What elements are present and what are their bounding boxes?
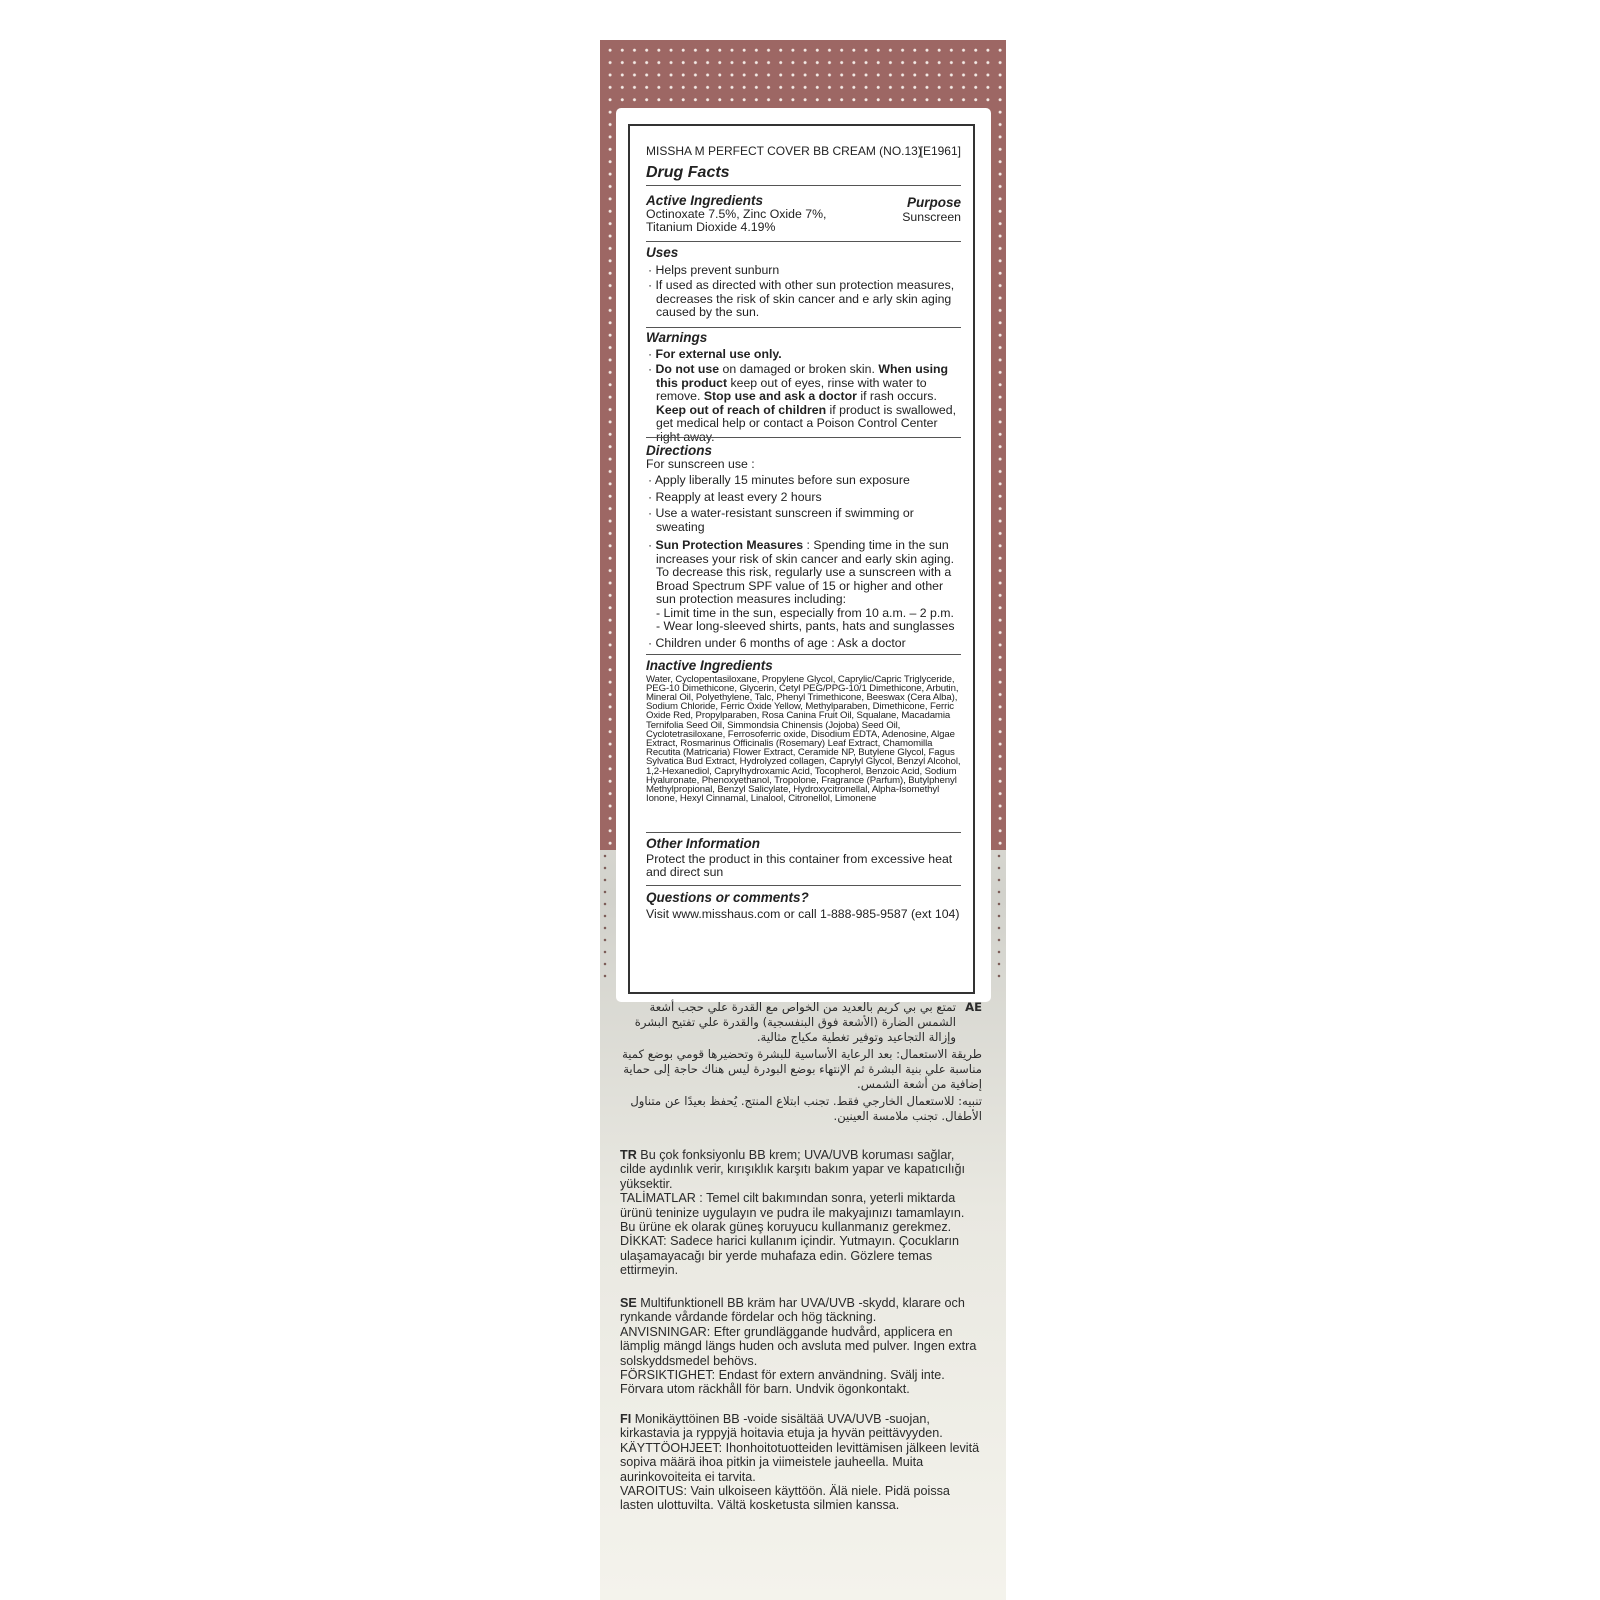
warnings-heading: Warnings bbox=[646, 330, 708, 345]
spm-sub-item: - Wear long-sleeved shirts, pants, hats and sunglasses bbox=[656, 619, 955, 633]
divider bbox=[646, 654, 961, 655]
dot-border-left bbox=[600, 850, 612, 980]
product-box-back bbox=[600, 40, 1006, 1600]
divider bbox=[646, 327, 961, 328]
arabic-paragraph-1 bbox=[620, 1000, 982, 1045]
other-information-heading: Other Information bbox=[646, 836, 760, 851]
uses-item: · If used as directed with other sun protection measures, decreases the risk of skin cancer and e arly skin aging caused by the sun. bbox=[648, 278, 955, 319]
product-code: [E1961] bbox=[919, 144, 961, 158]
finnish-paragraph-3: VAROITUS: Vain ulkoiseen käyttöön. Älä niele. Pidä poissa lasten ulottuvilta. Vältä kosketusta silmien kanssa. bbox=[620, 1484, 950, 1513]
other-information-text: Protect the product in this container from excessive heat and direct sun bbox=[646, 851, 953, 879]
spm-bold: Sun Protection Measures bbox=[655, 538, 804, 552]
finnish-block bbox=[620, 1412, 982, 1513]
spm-text: : Spending time in the sun increases your risk of skin cancer and early skin aging. To decrease this risk, regularly use a sunscreen with a Broad Spectrum SPF value of 15 or higher and other sun protection measures including: bbox=[656, 538, 954, 606]
arabic-paragraph-2: طريقة الاستعمال: بعد الرعاية الأساسية للبشرة وتحضيرها قومي بوضع كمية مناسبة علي بنية البشرة ثم الإنتهاء بوضع البودرة ليس هناك حاجة إلى حماية إضافية من أشعة الشمس. bbox=[622, 1047, 982, 1091]
warnings-item: · For external use only. bbox=[648, 346, 782, 361]
spm-sub-item: - Limit time in the sun, especially from 10 a.m. – 2 p.m. bbox=[656, 605, 954, 620]
inactive-ingredients-section bbox=[646, 659, 961, 803]
directions-item: · Children under 6 months of age : Ask a doctor bbox=[648, 635, 906, 650]
directions-intro: For sunscreen use : bbox=[646, 456, 755, 471]
warning-text: if rash occurs. bbox=[856, 389, 937, 403]
active-line-2: Titanium Dioxide 4.19% bbox=[646, 220, 776, 234]
directions-item: · Reapply at least every 2 hours bbox=[648, 489, 822, 504]
divider bbox=[646, 885, 961, 886]
warning-bold: Keep out of reach of children bbox=[656, 402, 827, 417]
warning-bold: Stop use and ask a doctor bbox=[703, 389, 857, 403]
lang-code-fi: FI bbox=[620, 1412, 632, 1426]
divider bbox=[646, 241, 961, 242]
swedish-paragraph-2: ANVISNINGAR: Efter grundläggande hudvård, applicera en lämplig mängd längs huden och avsluta med pulver. Ingen extra solskyddsmedel behövs. bbox=[620, 1324, 977, 1368]
divider bbox=[646, 437, 961, 438]
lang-code-se: SE bbox=[620, 1296, 637, 1310]
uses-heading: Uses bbox=[646, 245, 679, 260]
warnings-section bbox=[646, 331, 961, 444]
product-title-row bbox=[646, 145, 961, 159]
directions-item: · Apply liberally 15 minutes before sun exposure bbox=[648, 473, 910, 487]
directions-heading: Directions bbox=[646, 443, 713, 458]
purpose-value: Sunscreen bbox=[902, 210, 961, 224]
turkish-paragraph-2: TALİMATLAR : Temel cilt bakımından sonra, yeterli miktarda ürünü teninize uygulayın ve pudra ile makyajınızı tamamlayın. Bu ürüne ek olarak güneş koruyucu kullanmanız gerekmez. bbox=[620, 1191, 965, 1235]
directions-section bbox=[646, 444, 961, 650]
finnish-paragraph-1 bbox=[620, 1412, 982, 1441]
turkish-block bbox=[620, 1148, 982, 1278]
finnish-text: Monikäyttöinen BB -voide sisältää UVA/UVB -suojan, kirkastavia ja ryppyjä hoitavia etuja ja hyvän peittävyyden. bbox=[620, 1412, 943, 1441]
warning-text: on damaged or broken skin. bbox=[719, 362, 879, 376]
uses-section bbox=[646, 246, 961, 320]
questions-text: Visit www.misshaus.com or call 1-888-985-9587 (ext 104) bbox=[646, 906, 960, 921]
product-title: MISSHA M PERFECT COVER BB CREAM (NO.13) bbox=[646, 144, 922, 158]
arabic-text: تمتع بي بي كريم بالعديد من الخواص مع القدرة علي حجب أشعة الشمس الضارة (الأشعة فوق البنفسجية) والقدرة علي تفتيح البشرة وإزالة التجاعيد وتوفير تغطية مكياج مثالية. bbox=[634, 1000, 956, 1044]
turkish-paragraph-3: DİKKAT: Sadece harici kullanım içindir. Yutmayın. Çocukların ulaşamayacağı bir yerde muhafaza edin. Gözlere temas ettirmeyin. bbox=[620, 1234, 960, 1278]
warning-text: keep out of eyes, rinse with water to remove. bbox=[656, 375, 927, 403]
questions-section bbox=[646, 891, 961, 921]
purpose-heading: Purpose bbox=[906, 195, 961, 210]
dot-border-right bbox=[994, 850, 1006, 980]
active-ingredients-section bbox=[646, 194, 961, 235]
active-line-1: Octinoxate 7.5%, Zinc Oxide 7%, bbox=[646, 206, 827, 221]
questions-heading: Questions or comments? bbox=[646, 890, 809, 905]
directions-item: · Use a water-resistant sunscreen if swimming or sweating bbox=[648, 506, 914, 534]
divider bbox=[646, 185, 961, 186]
finnish-paragraph-2: KÄYTTÖOHJEET: Ihonhoitotuotteiden levittämisen jälkeen levitä sopiva määrä ihoa pitkin ja viimeistele jauheella. Muita aurinkovoiteita ei tarvita. bbox=[620, 1440, 980, 1484]
warning-bold: For external use only. bbox=[655, 346, 782, 361]
arabic-paragraph-3: تنبيه: للاستعمال الخارجي فقط. تجنب ابتلاع المنتج. يُحفظ بعيدًا عن متناول الأطفال. تجنب ملامسة العينين. bbox=[630, 1094, 982, 1123]
warning-bold: Do not use bbox=[655, 362, 720, 376]
warning-bold: When using this product bbox=[656, 362, 949, 390]
arabic-block bbox=[620, 1000, 982, 1124]
divider bbox=[646, 832, 961, 833]
drug-facts-heading: Drug Facts bbox=[646, 164, 730, 181]
drug-facts-frame bbox=[628, 124, 975, 994]
swedish-paragraph-1 bbox=[620, 1296, 982, 1325]
sun-protection-measures: · Sun Protection Measures : Spending time in the sun increases your risk of skin cancer and early skin aging. To decrease this risk, regularly use a sunscreen with a Broad Spectrum SPF value of 15 or higher and other sun protection measures including: bbox=[648, 538, 954, 606]
active-ingredients-heading: Active Ingredients bbox=[646, 193, 764, 208]
lang-code-tr: TR bbox=[620, 1148, 637, 1162]
swedish-paragraph-3: FÖRSIKTIGHET: Endast för extern användning. Svälj inte. Förvara utom räckhåll för barn. Undvik ögonkontakt. bbox=[620, 1368, 945, 1397]
inactive-ingredients-list: Water, Cyclopentasiloxane, Propylene Glycol, Caprylic/Capric Triglyceride, PEG-10 Dimethicone, Glycerin, Cetyl PEG/PPG-10/1 Dimethicone, Arbutin, Mineral Oil, Polyethylene, Talc, Phenyl Trimethicone, Beeswax (Cera Alba), Sodium Chloride, Ferric Oxide Yellow, Methylparaben, Dimethicone, Ferric Oxide Red, Propylparaben, Rosa Canina Fruit Oil, Squalane, Macadamia Ternifolia Seed Oil, Simmondsia Chinensis (Jojoba) Seed Oil, Cyclotetrasiloxane, Ferrosoferric oxide, Disodium EDTA, Adenosine, Algae Extract, Rosmarinus Officinalis (Rosemary) Leaf Extract, Chamomilla Recutita (Matricaria) Flower Extract, Ceramide NP, Butylene Glycol, Fagus Sylvatica Bud Extract, Hydrolyzed collagen, Caprylyl Glycol, Benzyl Alcohol, 1,2-Hexanediol, Caprylhydroxamic Acid, Tocopherol, Benzoic Acid, Sodium Hyaluronate, Phenoxyethanol, Tropolone, Fragrance (Parfum), Butylphenyl Methylpropional, Benzyl Salicylate, Hydroxycitronellal, Alpha-Isomethyl Ionone, Hexyl Cinnamal, Linalool, Citronellol, Limonene bbox=[646, 673, 961, 805]
warning-text: if product is swallowed, get medical help or contact a Poison Control Center right away. bbox=[656, 402, 956, 444]
turkish-paragraph-1 bbox=[620, 1148, 982, 1191]
swedish-text: Multifunktionell BB kräm har UVA/UVB -skydd, klarare och rynkande vårdande fördelar och hög täckning. bbox=[620, 1296, 965, 1325]
swedish-block bbox=[620, 1296, 982, 1397]
drug-facts-label bbox=[616, 108, 991, 1002]
turkish-text: Bu çok fonksiyonlu BB krem; UVA/UVB koruması sağlar, cilde aydınlık verir, kırışıklık karşıtı bakım yapar ve kapatıcılığı yüksektir. bbox=[620, 1148, 966, 1191]
inactive-ingredients-heading: Inactive Ingredients bbox=[646, 658, 773, 673]
uses-item: · Helps prevent sunburn bbox=[648, 262, 780, 277]
other-information-section bbox=[646, 837, 961, 880]
warnings-item: · Do not use on damaged or broken skin. When using this product keep out of eyes, rinse with water to remove. Stop use and ask a doctor if rash occurs. Keep out of reach of children if product is swallowed, get medical help or contact a Poison Control Center right away. bbox=[648, 362, 956, 444]
lang-code-ae: AE bbox=[965, 1000, 982, 1014]
